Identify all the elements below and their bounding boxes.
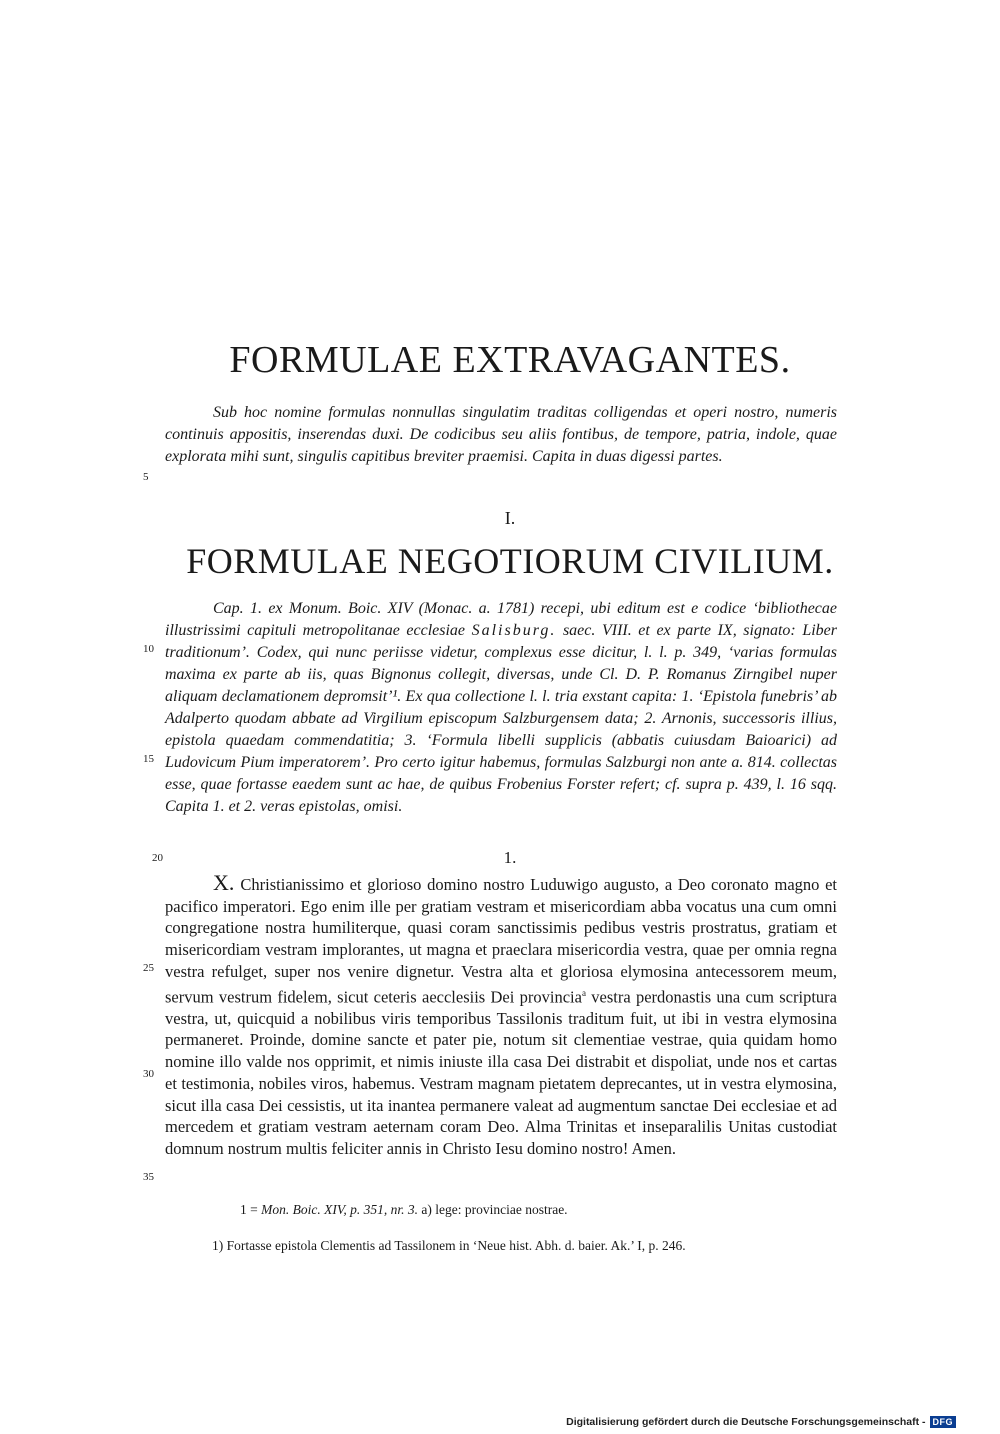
formula-text <box>165 872 837 1160</box>
apparatus-note: a) lege: provinciae nostrae. <box>421 1202 568 1217</box>
section-number: I. <box>504 508 516 528</box>
commentary-footnote: 1) Fortasse epistola Clementis ad Tassilonem in ‘Neue hist. Abh. d. baier. Ak.’ I, p. 246. <box>212 1238 686 1253</box>
footnote-marker: a <box>581 987 586 998</box>
editorial-note <box>165 598 837 818</box>
line-number: 5 <box>143 471 149 483</box>
main-title: FORMULAE EXTRAVAGANTES. <box>229 339 791 381</box>
apparatus-footnote <box>240 1202 860 1218</box>
dfg-logo-icon: DFG <box>930 1416 957 1428</box>
line-number: 35 <box>143 1171 154 1183</box>
digitization-credit <box>566 1416 956 1428</box>
apparatus-siglum: 1 = <box>240 1202 258 1217</box>
credit-text: Digitalisierung gefördert durch die Deutsche Forschungsgemeinschaft - <box>566 1416 926 1428</box>
editorial-note-place: Salisburg. <box>471 622 557 639</box>
formula-text-b: vestra perdonastis una cum scriptura vestra, ut, quicquid a nobilibus viris temporibus Tassilonis traditum fuit, ut ibi in vestra elymosina permaneret. Proinde, domine sancte et pater pie, notum sit clementiae vestrae, quia quidam homo nomine illo valde nos opprimit, et nimis iniuste illa casa Dei distrabit et dispoliat, unde nos et cartas et testimonia, nobiles viros, habemus. Vestram magnam pietatem deprecantes, ut in vestra elymosina, sicut illa casa Dei cessistis, ut ita inantea permanere valeat ad augmentum sanctae Dei ecclesiae et ad mercedem et gratiam vestram aeternam coram Deo. Alma Trinitas et inseparalilis Unitas custodiat domnum nostrum multis feliciter annis in Christo Iesu domino nostro! Amen. <box>165 987 837 1158</box>
line-number: 10 <box>143 643 154 655</box>
intro-paragraph <box>165 402 837 468</box>
apparatus-source: Mon. Boic. XIV, p. 351, nr. 3. <box>261 1202 418 1217</box>
formula-initial: X. <box>213 870 235 895</box>
formula-number: 1. <box>503 848 517 867</box>
line-number: 30 <box>143 1068 154 1080</box>
line-number: 20 <box>152 852 163 864</box>
line-number: 15 <box>143 753 154 765</box>
formula-text-a: Christianissimo et glorioso domino nostro Luduwigo augusto, a Deo coronato magno et pacifico imperatori. Ego enim ille per gratiam vestram et misericordiam abba vocatus una cum omni congregatione nostra humiliterque, quasi coram sanctissimis pedibus vestris prostratus, gratiam et misericordiam vestram implorantes, ut magna et praeclara misericordia vestra, quae per omnia regna vestra refulget, super nos venire dignetur. Vestra alta et gloriosa elymosina antecessorem meum, servum vestrum fidelem, sicut ceteris aecclesiis Dei provincia <box>165 875 837 1007</box>
section-title: FORMULAE NEGOTIORUM CIVILIUM. <box>186 541 834 581</box>
editorial-note-text-a: Cap. 1. ex Monum. Boic. XIV (Monac. a. 1781) recepi, ubi editum est e codice ‘bibliothecae illustrissimi capituli metropolitanae ecclesiae <box>165 600 837 639</box>
line-number: 25 <box>143 962 154 974</box>
intro-text: Sub hoc nomine formulas nonnullas singulatim traditas colligendas et operi nostro, numeris continuis appositis, inserendas duxi. De codicibus seu aliis fontibus, de tempore, patria, indole, quae explorata mihi sunt, singulis capitibus breviter praemisi. Capita in duas digessi partes. <box>165 404 837 465</box>
editorial-note-text-b: saec. VIII. et ex parte IX, signato: Liber traditionum’. Codex, qui nunc periisse videtur, complexus esse dicitur, l. l. p. 349, ‘varias formulas maxima ex parte ab iis, quas Bignonus collegit, diversas, unde Cl. D. P. Romanus Zirngibel nuper aliquam declamationem depromsit’¹. Ex qua collectione l. l. tria exstant capita: 1. ‘Epistola funebris’ ab Adalperto quodam abbate ad Virgilium episcopum Salzburgensem data; 2. Arnonis, successoris illius, epistola quaedam commendatitia; 3. ‘Formula libelli supplicis (abbatis cuiusdam Baioarici) ad Ludovicum Pium imperatorem’. Pro certo igitur habemus, formulas Salzburgi non ante a. 814. collectas esse, quae fortasse eaedem sunt ac hae, de quibus Frobenius Forster refert; cf. supra p. 439, l. 16 sqq. Capita 1. et 2. veras epistolas, omisi. <box>165 622 837 815</box>
